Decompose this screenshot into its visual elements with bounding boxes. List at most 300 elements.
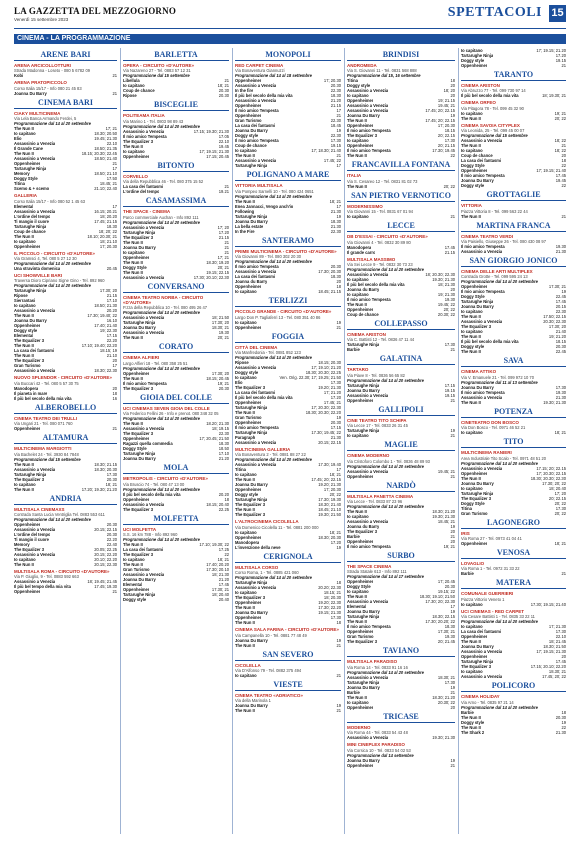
showtime-list <box>235 673 341 678</box>
film-title: Io capitano <box>347 93 369 99</box>
showtimes: 21 <box>561 213 566 219</box>
showtimes: 20.30 <box>106 532 117 538</box>
film-title: The Nun II <box>235 708 255 714</box>
showtimes: 17.40; 20.20 <box>206 562 229 568</box>
showtime-list <box>347 758 455 768</box>
cinema-info: Via Arno - Tel. 0835 97 21 14 <box>461 699 514 705</box>
film-title: The Nun II <box>461 475 481 481</box>
showtimes: 21 <box>112 426 117 432</box>
showtimes: 18.30; 21.40 <box>318 502 341 508</box>
showtimes: 17 <box>336 203 341 209</box>
showtime-row <box>347 184 455 189</box>
section-title: SPETTACOLI <box>447 5 542 20</box>
showtime-row <box>461 674 566 679</box>
showtimes: 20.20 <box>218 491 229 497</box>
showtimes: 18.15; 20.30 <box>318 360 341 366</box>
film-title: The Nun II <box>235 642 255 648</box>
showtimes: 20.30; 22 <box>437 699 455 705</box>
city-heading: TARANTO <box>461 70 566 81</box>
showtimes: 18 <box>561 709 566 715</box>
showtimes: 21 <box>450 689 455 695</box>
showtime-row <box>235 620 341 625</box>
film-title: Oppenheimer <box>14 589 41 595</box>
showtime-row <box>347 347 455 352</box>
cinema-name: CINEMA HOLIDAY <box>461 694 500 700</box>
film-title: In the fire <box>235 88 254 94</box>
showtimes: 18; 21 <box>329 529 341 535</box>
film-title: Barbie <box>347 347 360 353</box>
film-title: The Nun II <box>461 334 481 340</box>
showtimes: 22.20 <box>106 537 117 543</box>
showtime-list <box>347 245 455 255</box>
film-title: Tartarughe Ninja <box>461 53 494 58</box>
film-title: Tartarughe Ninja <box>14 288 47 294</box>
showtimes: 17.30 <box>444 342 455 348</box>
film-title: The Equalizer 3 <box>123 552 154 558</box>
film-title: The Nun II <box>14 486 34 492</box>
showtimes: 17.45 <box>218 582 229 588</box>
film-title: Tartarughe Ninja <box>347 679 380 685</box>
showtimes: 17; 19.15; 21.40 <box>536 168 566 174</box>
film-title: Io capitano <box>461 669 483 675</box>
showtimes: 17.50 <box>106 176 117 182</box>
city-heading: GROTTAGLIE <box>461 190 566 201</box>
programme-dates: Programmazione dal 14 al 20 settembre <box>347 267 424 273</box>
film-title: Elio <box>14 136 22 142</box>
film-title: Doggy style <box>14 328 38 334</box>
film-title: Tartarughe Ninja <box>235 430 268 436</box>
showtimes: 17.45; 20; 22 <box>542 674 566 680</box>
film-title: The Nun II <box>347 118 367 124</box>
film-title: The Nun II <box>14 126 34 132</box>
page-number: 15 <box>549 5 566 22</box>
film-title: Tartarughe Ninja <box>347 614 380 620</box>
film-title: Assassinio a Venezia <box>123 426 165 432</box>
cinema-info: Via Cesare Battisti 1 - Tel. 0835 33 22 11 <box>461 614 535 620</box>
showtimes: 20.30 <box>218 93 229 99</box>
cinema-name: MODERNISSIMO <box>347 203 383 209</box>
programme-dates: Programmazione dal 14 al 20 settembre <box>123 486 200 492</box>
programme-dates: Programmazione dal 15, 16 settembre <box>347 73 421 79</box>
showtime-row <box>235 375 341 380</box>
showtimes: 21 <box>224 239 229 245</box>
film-title: Io capitano <box>461 601 483 607</box>
film-title: Doggy Style <box>461 294 485 300</box>
cinema-name: METROPOLIS - CIRCUITO «D'AUTORE» <box>123 476 208 482</box>
city-heading: COLLEPASSO <box>347 319 455 330</box>
showtimes: 18.30; 21 <box>548 669 566 675</box>
film-title: Il mio amico Tempesta <box>461 289 505 295</box>
cinema-name: TARTARO <box>347 367 369 373</box>
showtimes: 22.30 <box>330 88 341 94</box>
showtimes: 17.20 <box>555 53 566 58</box>
film-title: Il mio amico Tempesta <box>347 128 391 134</box>
programme-dates: Programmazione dal 14 al 20 settembre <box>123 365 200 371</box>
showtimes: 18; 20; 22 <box>98 228 117 234</box>
showtimes: 18; 21.50 <box>211 315 229 321</box>
showtimes: 21 <box>561 571 566 577</box>
programme-dates: Programmazione dal 14 al 20 settembre <box>235 355 312 361</box>
programme-dates: Programmazione dal 14 al 20 settembre <box>461 279 538 285</box>
showtime-row <box>123 335 229 340</box>
showtime-list <box>461 624 566 679</box>
cinema-info: Via Pompeo Sarnelli 10 - Tel. 080 424 0651 <box>235 188 314 194</box>
showtime-list <box>347 78 455 158</box>
film-title: Gran Turismo <box>235 415 262 421</box>
film-title: Assassinio a Venezia <box>123 330 165 336</box>
film-title: Oppenheimer <box>14 426 41 432</box>
showtimes: 18; 19.30; 21 <box>542 93 566 99</box>
cinema-info: Largo Alfieri 18 - Tel. 080 358 25 51 <box>123 360 188 366</box>
film-title: Il mio amico Tempesta <box>235 264 279 270</box>
showtimes: 17.20; 19.30; 21.20 <box>81 486 117 492</box>
cinema-info: Via Giovanni 89 - Tel. 080 302 20 30 <box>235 254 302 260</box>
cinema-info: Via Giovanni 4 - Tel. 0832 30 89 80 <box>347 239 411 245</box>
film-title: The Nun II <box>347 509 367 515</box>
film-title: Assassinio a Venezia <box>347 735 389 741</box>
film-title: Assassinio a Venezia <box>235 98 277 104</box>
film-title: The Nun II <box>461 399 481 405</box>
film-title: Titina <box>235 467 246 473</box>
cinema-name: CINEMA DELLE ARTI MULTIPLEX <box>461 269 533 275</box>
showtimes: 17.30; 21 <box>211 587 229 593</box>
showtime-row <box>235 440 341 445</box>
film-title: Titina <box>14 181 25 187</box>
film-title: Assassinio a Venezia <box>461 465 503 471</box>
showtimes: 19.45 <box>218 143 229 149</box>
film-title: Ragazzi quella commedia <box>123 441 173 447</box>
film-title: The Nun II <box>123 143 143 149</box>
showtimes: 21 <box>561 63 566 68</box>
showtimes: 18; 21 <box>329 472 341 478</box>
city-heading: POLICORO <box>461 681 566 692</box>
showtime-list <box>461 571 566 576</box>
film-title: Io capitano <box>14 303 36 309</box>
showtime-row <box>235 643 341 648</box>
city-heading: SAN SEVERO <box>235 650 341 661</box>
showtime-list <box>123 225 229 280</box>
film-title: Io capitano <box>461 110 483 116</box>
cinema-name: ARENA ARCICOLLOTTURI <box>14 63 71 68</box>
film-title: Joanna Du Barry <box>235 128 268 134</box>
cinema-info: Via Bruscio 74 - Tel. 080 47 13 00 <box>123 481 185 487</box>
showtimes: 19.21 <box>218 189 229 195</box>
cinema-name: MINI CINEPLEX PARADISO <box>347 742 405 748</box>
film-title: Tartarughe Ninja <box>235 497 268 503</box>
showtimes: 22.20 <box>106 338 117 344</box>
film-title: Il mio amico Tempesta <box>235 108 279 114</box>
showtimes: 17.30 <box>555 384 566 390</box>
showtimes: 20.30 <box>330 83 341 89</box>
showtimes: 19 <box>450 684 455 690</box>
film-title: The Nun II <box>461 349 481 355</box>
showtime-row <box>14 91 117 96</box>
cinema-info: Via Federico Fellini 26 - Info e prenot. 080 348 32 05 <box>123 411 219 417</box>
film-title: Io capitano <box>347 514 369 520</box>
cinema-info: Via della Repubblica 46 - Tel. 080 375 15 52 <box>123 179 204 185</box>
film-title: Assassinio a Venezia <box>235 83 277 89</box>
showtime-row <box>461 730 566 735</box>
cinema-info: Largo Don P. Tagliaferri 13 - Tel. 080 351 40 86 <box>235 314 321 320</box>
film-title: Tartarughe Ninja <box>461 299 494 305</box>
film-title: Io capitano <box>14 481 36 487</box>
showtime-row <box>347 544 455 549</box>
showtimes: 17.15; 20; 22.15 <box>536 465 566 471</box>
showtime-list <box>461 466 566 516</box>
showtime-row <box>461 249 566 254</box>
cinema-info: Via Roma 14 - Tel. 0833 91 16 16 <box>347 664 408 670</box>
showtimes: 21 <box>112 589 117 595</box>
showtimes: 22 <box>561 183 566 189</box>
showtimes: 20; 22 <box>554 510 566 516</box>
cinema-name: CINEMA MODERNO <box>347 453 390 459</box>
showtimes: 19 <box>450 757 455 763</box>
showtimes: 21.20 <box>218 456 229 462</box>
showtimes: 19 <box>561 289 566 295</box>
showtimes: 17; 20.30; 22.30 <box>311 405 341 411</box>
film-title: Joanna Du Barry <box>235 482 268 488</box>
film-title: The Nun II <box>347 183 367 189</box>
film-title: The Equalizer 3 <box>235 512 266 518</box>
film-title: Assassinio a Venezia <box>347 674 389 680</box>
showtimes: 18; 20.40 <box>211 592 229 598</box>
film-title: Oppenheimer <box>235 113 262 119</box>
film-title: Barbie <box>461 571 474 577</box>
film-title: Oppenheimer <box>461 654 488 660</box>
showtimes: 18.45; 21 <box>99 181 117 187</box>
cinema-name: ANDROMEDA <box>347 63 377 68</box>
city-heading: CASAMASSIMA <box>123 196 229 207</box>
film-title: Oppenheimer <box>461 541 488 547</box>
film-title: The Nun II <box>14 151 34 157</box>
showtime-row <box>123 189 229 194</box>
city-heading: SURBO <box>347 551 455 562</box>
film-title: Io capitano <box>347 589 369 595</box>
showtimes: 17.30; 19.45 <box>432 148 455 154</box>
showtimes: 18; 21 <box>217 83 229 89</box>
showtimes: 18.30; 20.50 <box>94 131 117 137</box>
showtimes: 18; 20.40 <box>548 485 566 491</box>
film-title: Oppenheimer <box>123 370 150 376</box>
cinema-info: Via Lecce 17 - Tel. 0833 26 31 45 <box>347 423 408 429</box>
city-heading: GALLIPOLI <box>347 405 455 416</box>
cinema-info: Via Piave 8 - Tel. 0836 56 65 82 <box>347 372 405 378</box>
film-title: Oppenheimer <box>123 436 150 442</box>
showtimes: 21 <box>224 244 229 250</box>
showtimes: 22.10 <box>106 141 117 147</box>
showtimes: 18.15; 21 <box>323 590 341 596</box>
showtimes: 18.50 <box>218 446 229 452</box>
showtime-row <box>123 93 229 98</box>
showtimes: 18; 19.45; 21.45 <box>87 579 117 585</box>
film-title: Io capitano <box>123 557 145 563</box>
cinema-name: ARENA PRATOPICCOLO <box>14 80 67 86</box>
showtimes: 17.05 <box>218 133 229 139</box>
cinema-name: PICCOLO GRANDE - CIRCUITO «D'AUTORE» <box>235 309 332 315</box>
showtime-list <box>123 78 229 98</box>
showtimes: 17.45; 19.30 <box>94 584 117 590</box>
film-title: Gran Turismo <box>347 634 374 640</box>
film-title: The Equalizer 3 <box>461 324 492 330</box>
film-title: Oppenheimer <box>14 243 41 249</box>
film-title: The Equalizer 3 <box>461 664 492 670</box>
film-title: Gran Turismo <box>461 510 488 516</box>
showtimes: 18; 21 <box>329 198 341 204</box>
showtimes: 17.30; 19.40; 22 <box>87 313 117 319</box>
showtimes: 18.15 <box>444 128 455 134</box>
programme-dates: Programmazione dal 14 al 20 settembre <box>123 123 200 129</box>
cinema-info: Parco commerciale Auchan - Info 892 111 <box>123 214 199 220</box>
city-heading: MONOPOLI <box>235 50 341 61</box>
showtimes: 17; 20.30 <box>99 243 117 249</box>
showtimes: 21 <box>336 153 341 159</box>
film-title: Io capitano <box>461 148 483 154</box>
film-title: The Nun II <box>347 619 367 625</box>
showtimes: 19 <box>450 524 455 530</box>
showtimes: 17.30 <box>555 505 566 511</box>
showtimes: 20.30 <box>330 264 341 270</box>
film-title: Oppenheimer <box>14 522 41 528</box>
film-title: Doggy Style <box>123 446 147 452</box>
showtimes: 17.45; 21 <box>323 400 341 406</box>
film-title: Titina <box>347 78 358 84</box>
film-title: The Equalizer 3 <box>235 502 266 508</box>
film-title: Joanna Du Barry <box>123 325 156 331</box>
showtimes: 17.45; 21.15 <box>94 218 117 224</box>
film-title: Doggy style <box>235 370 259 376</box>
film-title: Tartarughe Ninja <box>347 382 380 388</box>
film-title: Oppenheimer <box>461 63 488 68</box>
programme-dates: Programmazione dal 11 al 13 settembre <box>461 379 538 385</box>
showtimes: 22.45 <box>555 349 566 355</box>
film-title: Coup de chance <box>14 228 46 234</box>
film-title: Io capitano <box>461 309 483 315</box>
cinema-name: L'ALTROCINEMA CICOLELLA <box>235 519 299 525</box>
showtime-list <box>14 204 117 249</box>
column-divider <box>344 48 345 834</box>
showtime-list <box>461 244 566 254</box>
film-title: Io capitano <box>461 48 483 53</box>
film-title: Barbie <box>347 534 360 540</box>
city-heading: SAN PIETRO VERNOTICO <box>347 191 455 202</box>
showtime-row <box>14 73 117 78</box>
city-heading: CORATO <box>123 342 229 353</box>
cinema-name: CITTÀ DEL CINEMA <box>235 344 278 350</box>
cinema-name: LOVAGLIO <box>461 561 485 567</box>
film-title: Il mio amico Tempesta <box>123 380 167 386</box>
film-title: Barbie <box>347 689 360 695</box>
film-title: Oppenheimer <box>347 704 374 710</box>
film-title: Gran Turismo <box>14 363 41 369</box>
film-title: Titina <box>461 505 472 511</box>
showtimes: 21.30 <box>555 729 566 735</box>
film-title: Assassinio a Venezia <box>347 88 389 94</box>
showtimes: 20 <box>561 654 566 660</box>
programme-dates: Programmazione dal 14 al 20 settembre <box>235 457 312 463</box>
cinema-name: OPERA - CIRCUITO «D'AUTORE» <box>123 63 194 68</box>
film-title: Joanna Du Barry <box>14 90 47 96</box>
showtimes: 17; 20 <box>217 224 229 230</box>
showtimes: 19 <box>561 719 566 725</box>
showtime-row <box>14 186 117 191</box>
film-title: Oppenheimer <box>235 615 262 621</box>
showtimes: 18; 21.45 <box>548 639 566 645</box>
film-title: The Nun II <box>235 410 255 416</box>
film-title: Joanna Du Barry <box>461 384 494 390</box>
showtimes: 20; 22.15 <box>437 133 455 139</box>
showtimes: 18.30; 21 <box>437 674 455 680</box>
showtime-list <box>14 386 117 401</box>
programme-dates: Programmazione dal 14 al 20 settembre <box>235 193 312 199</box>
showtimes: 17.30 <box>106 471 117 477</box>
film-title: Oppenheimer <box>347 307 374 313</box>
showtimes: 16.15; 20.21 <box>94 208 117 214</box>
showtime-list <box>347 675 455 710</box>
film-title: The Nun II <box>123 562 143 568</box>
film-title: Il più bel secolo della mia vita <box>461 93 519 99</box>
film-title: Assassinio a Venezia <box>14 156 56 162</box>
showtime-list <box>14 126 117 191</box>
film-title: Assassinio a Venezia <box>14 579 56 585</box>
showtimes: 22.10 <box>218 138 229 144</box>
cinema-name: CINEMA TEATRO DEI TRULLI <box>14 415 77 421</box>
showtime-list <box>14 288 117 373</box>
showtime-list <box>235 360 341 445</box>
cinema-name: MULTISALA ROMA - CIRCUITO «D'AUTORE» <box>14 569 110 575</box>
cinema-name: UCI CINEMAS SEVEN GIOIA DEL COLLE <box>123 405 210 411</box>
showtime-row <box>235 545 341 550</box>
film-title: Il mio amico Tempesta <box>461 244 505 250</box>
film-title: Assassinio a Venezia <box>123 315 165 321</box>
showtimes: 21.30 <box>330 208 341 214</box>
film-title: Tartarughe Ninja <box>235 213 268 219</box>
showtimes: 17.20 <box>330 539 341 545</box>
film-title: Assassinio a Venezia <box>123 128 165 134</box>
showtimes: 18; 22 <box>554 138 566 144</box>
showtimes: 19; 21 <box>217 380 229 386</box>
film-title: Il più bel secolo della mia vita <box>461 339 519 345</box>
showtimes: 19 <box>336 128 341 134</box>
showtime-row <box>235 708 341 713</box>
film-title: The Nun II <box>235 153 255 159</box>
city-heading: BARLETTA <box>123 50 229 61</box>
showtimes: 17; 20.30 <box>437 123 455 129</box>
film-title: Assassinio a Venezia <box>14 141 56 147</box>
film-title: Assassinio a Venezia <box>235 440 277 446</box>
cinema-info: Via Roma 44 - Tel. 0833 54 43 48 <box>347 730 408 736</box>
film-title: Il mio amico Tempesta <box>235 138 279 144</box>
film-title: Joanna Du Barry <box>347 609 380 615</box>
showtimes: 20.40 <box>218 597 229 603</box>
showtimes: 21 <box>224 184 229 190</box>
showtimes: 19.30; 21.30 <box>432 514 455 520</box>
film-title: Tartarughe Ninja <box>123 592 156 598</box>
cinema-info: Strada Madonna - Loseto - 080 5 6782 09 <box>14 68 91 74</box>
film-title: Elemental <box>123 582 143 588</box>
film-title: Il mio amico Tempesta <box>347 624 391 630</box>
film-title: The Nun II <box>461 639 481 645</box>
film-title: Oppenheimer <box>347 98 374 104</box>
showtimes: 17.30; 20 <box>211 370 229 376</box>
showtimes: 17; 21.20 <box>323 390 341 396</box>
film-title: Ti mangio il cuore <box>14 218 49 224</box>
issue-date: Venerdì 15 settembre 2023 <box>14 17 69 22</box>
showtimes: 18 <box>224 496 229 502</box>
showtimes: 18.30; 20.30; 22.25 <box>305 370 341 376</box>
film-title: Tartarughe Ninja <box>347 342 380 348</box>
showtimes: 19.45; 21 <box>437 468 455 474</box>
showtime-row <box>347 763 455 768</box>
